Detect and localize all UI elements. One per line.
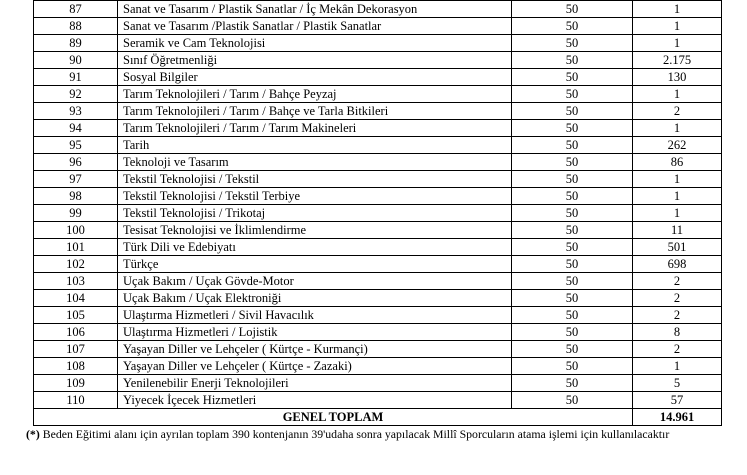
field-name-cell: Tarih — [118, 137, 512, 154]
row-number-cell: 92 — [34, 86, 118, 103]
field-name-cell: Sosyal Bilgiler — [118, 69, 512, 86]
table-row — [34, 256, 722, 273]
count-cell: 8 — [633, 324, 722, 341]
table-row — [34, 324, 722, 341]
row-number-cell: 106 — [34, 324, 118, 341]
quota-cell: 50 — [512, 222, 633, 239]
row-number-cell: 104 — [34, 290, 118, 307]
count-cell: 262 — [633, 137, 722, 154]
row-number-cell: 91 — [34, 69, 118, 86]
field-name-cell: Yenilenebilir Enerji Teknolojileri — [118, 375, 512, 392]
row-number-cell: 90 — [34, 52, 118, 69]
table-row — [34, 290, 722, 307]
field-name-cell: Tekstil Teknolojisi / Trikotaj — [118, 205, 512, 222]
count-cell: 5 — [633, 375, 722, 392]
table-row — [34, 52, 722, 69]
table-row — [34, 358, 722, 375]
row-number-cell: 89 — [34, 35, 118, 52]
field-name-cell: Ulaştırma Hizmetleri / Lojistik — [118, 324, 512, 341]
allocation-table — [33, 0, 722, 426]
count-cell: 1 — [633, 205, 722, 222]
field-name-cell: Uçak Bakım / Uçak Gövde-Motor — [118, 273, 512, 290]
total-row — [34, 409, 722, 426]
quota-cell: 50 — [512, 103, 633, 120]
field-name-cell: Sanat ve Tasarım /Plastik Sanatlar / Plastik Sanatlar — [118, 18, 512, 35]
quota-cell: 50 — [512, 137, 633, 154]
total-value: 14.961 — [633, 409, 722, 426]
count-cell: 1 — [633, 86, 722, 103]
quota-cell: 50 — [512, 205, 633, 222]
row-number-cell: 102 — [34, 256, 118, 273]
count-cell: 1 — [633, 171, 722, 188]
count-cell: 1 — [633, 120, 722, 137]
table-row — [34, 307, 722, 324]
count-cell: 2 — [633, 307, 722, 324]
field-name-cell: Tekstil Teknolojisi / Tekstil — [118, 171, 512, 188]
quota-cell: 50 — [512, 256, 633, 273]
quota-cell: 50 — [512, 307, 633, 324]
table-row — [34, 35, 722, 52]
quota-cell: 50 — [512, 1, 633, 18]
table-row — [34, 273, 722, 290]
count-cell: 11 — [633, 222, 722, 239]
quota-cell: 50 — [512, 69, 633, 86]
field-name-cell: Tarım Teknolojileri / Tarım / Bahçe Peyzaj — [118, 86, 512, 103]
quota-cell: 50 — [512, 154, 633, 171]
table-row — [34, 86, 722, 103]
table-row — [34, 392, 722, 409]
table-row — [34, 18, 722, 35]
table-row — [34, 171, 722, 188]
row-number-cell: 108 — [34, 358, 118, 375]
quota-cell: 50 — [512, 188, 633, 205]
field-name-cell: Sınıf Öğretmenliği — [118, 52, 512, 69]
total-label: GENEL TOPLAM — [34, 409, 633, 426]
count-cell: 86 — [633, 154, 722, 171]
quota-cell: 50 — [512, 341, 633, 358]
row-number-cell: 99 — [34, 205, 118, 222]
footnote — [26, 427, 669, 442]
quota-cell: 50 — [512, 324, 633, 341]
row-number-cell: 98 — [34, 188, 118, 205]
count-cell: 2.175 — [633, 52, 722, 69]
quota-cell: 50 — [512, 18, 633, 35]
row-number-cell: 110 — [34, 392, 118, 409]
field-name-cell: Tesisat Teknolojisi ve İklimlendirme — [118, 222, 512, 239]
table-row — [34, 137, 722, 154]
field-name-cell: Türkçe — [118, 256, 512, 273]
quota-cell: 50 — [512, 358, 633, 375]
quota-cell: 50 — [512, 290, 633, 307]
row-number-cell: 97 — [34, 171, 118, 188]
row-number-cell: 87 — [34, 1, 118, 18]
field-name-cell: Sanat ve Tasarım / Plastik Sanatlar / İç Mekân Dekorasyon — [118, 1, 512, 18]
field-name-cell: Yaşayan Diller ve Lehçeler ( Kürtçe - Kurmançi) — [118, 341, 512, 358]
quota-cell: 50 — [512, 273, 633, 290]
row-number-cell: 94 — [34, 120, 118, 137]
field-name-cell: Ulaştırma Hizmetleri / Sivil Havacılık — [118, 307, 512, 324]
field-name-cell: Yaşayan Diller ve Lehçeler ( Kürtçe - Zazaki) — [118, 358, 512, 375]
quota-cell: 50 — [512, 239, 633, 256]
row-number-cell: 95 — [34, 137, 118, 154]
count-cell: 2 — [633, 273, 722, 290]
count-cell: 2 — [633, 341, 722, 358]
count-cell: 1 — [633, 358, 722, 375]
table-footer — [34, 409, 722, 426]
row-number-cell: 101 — [34, 239, 118, 256]
table-row — [34, 103, 722, 120]
field-name-cell: Tarım Teknolojileri / Tarım / Bahçe ve Tarla Bitkileri — [118, 103, 512, 120]
field-name-cell: Türk Dili ve Edebiyatı — [118, 239, 512, 256]
quota-cell: 50 — [512, 120, 633, 137]
row-number-cell: 103 — [34, 273, 118, 290]
row-number-cell: 88 — [34, 18, 118, 35]
table-row — [34, 222, 722, 239]
row-number-cell: 109 — [34, 375, 118, 392]
table-row — [34, 239, 722, 256]
count-cell: 1 — [633, 35, 722, 52]
field-name-cell: Tarım Teknolojileri / Tarım / Tarım Makineleri — [118, 120, 512, 137]
row-number-cell: 105 — [34, 307, 118, 324]
quota-cell: 50 — [512, 392, 633, 409]
table-row — [34, 188, 722, 205]
quota-cell: 50 — [512, 52, 633, 69]
table-row — [34, 69, 722, 86]
table-row — [34, 120, 722, 137]
table-row — [34, 341, 722, 358]
table-body — [34, 1, 722, 409]
quota-cell: 50 — [512, 86, 633, 103]
field-name-cell: Uçak Bakım / Uçak Elektroniği — [118, 290, 512, 307]
quota-cell: 50 — [512, 375, 633, 392]
table-row — [34, 154, 722, 171]
count-cell: 1 — [633, 1, 722, 18]
quota-cell: 50 — [512, 35, 633, 52]
footnote-mark: (*) — [26, 427, 40, 441]
count-cell: 2 — [633, 290, 722, 307]
count-cell: 1 — [633, 188, 722, 205]
row-number-cell: 93 — [34, 103, 118, 120]
count-cell: 501 — [633, 239, 722, 256]
count-cell: 57 — [633, 392, 722, 409]
row-number-cell: 96 — [34, 154, 118, 171]
count-cell: 1 — [633, 18, 722, 35]
count-cell: 698 — [633, 256, 722, 273]
field-name-cell: Yiyecek İçecek Hizmetleri — [118, 392, 512, 409]
count-cell: 130 — [633, 69, 722, 86]
field-name-cell: Teknoloji ve Tasarım — [118, 154, 512, 171]
field-name-cell: Tekstil Teknolojisi / Tekstil Terbiye — [118, 188, 512, 205]
field-name-cell: Seramik ve Cam Teknolojisi — [118, 35, 512, 52]
table-row — [34, 1, 722, 18]
row-number-cell: 100 — [34, 222, 118, 239]
table-row — [34, 205, 722, 222]
footnote-text: Beden Eğitimi alanı için ayrılan toplam 390 kontenjanın 39'udaha sonra yapılacak Millî Sporcuların atama işlemi için kullanılacaktır — [39, 427, 670, 441]
row-number-cell: 107 — [34, 341, 118, 358]
count-cell: 2 — [633, 103, 722, 120]
quota-cell: 50 — [512, 171, 633, 188]
table-row — [34, 375, 722, 392]
